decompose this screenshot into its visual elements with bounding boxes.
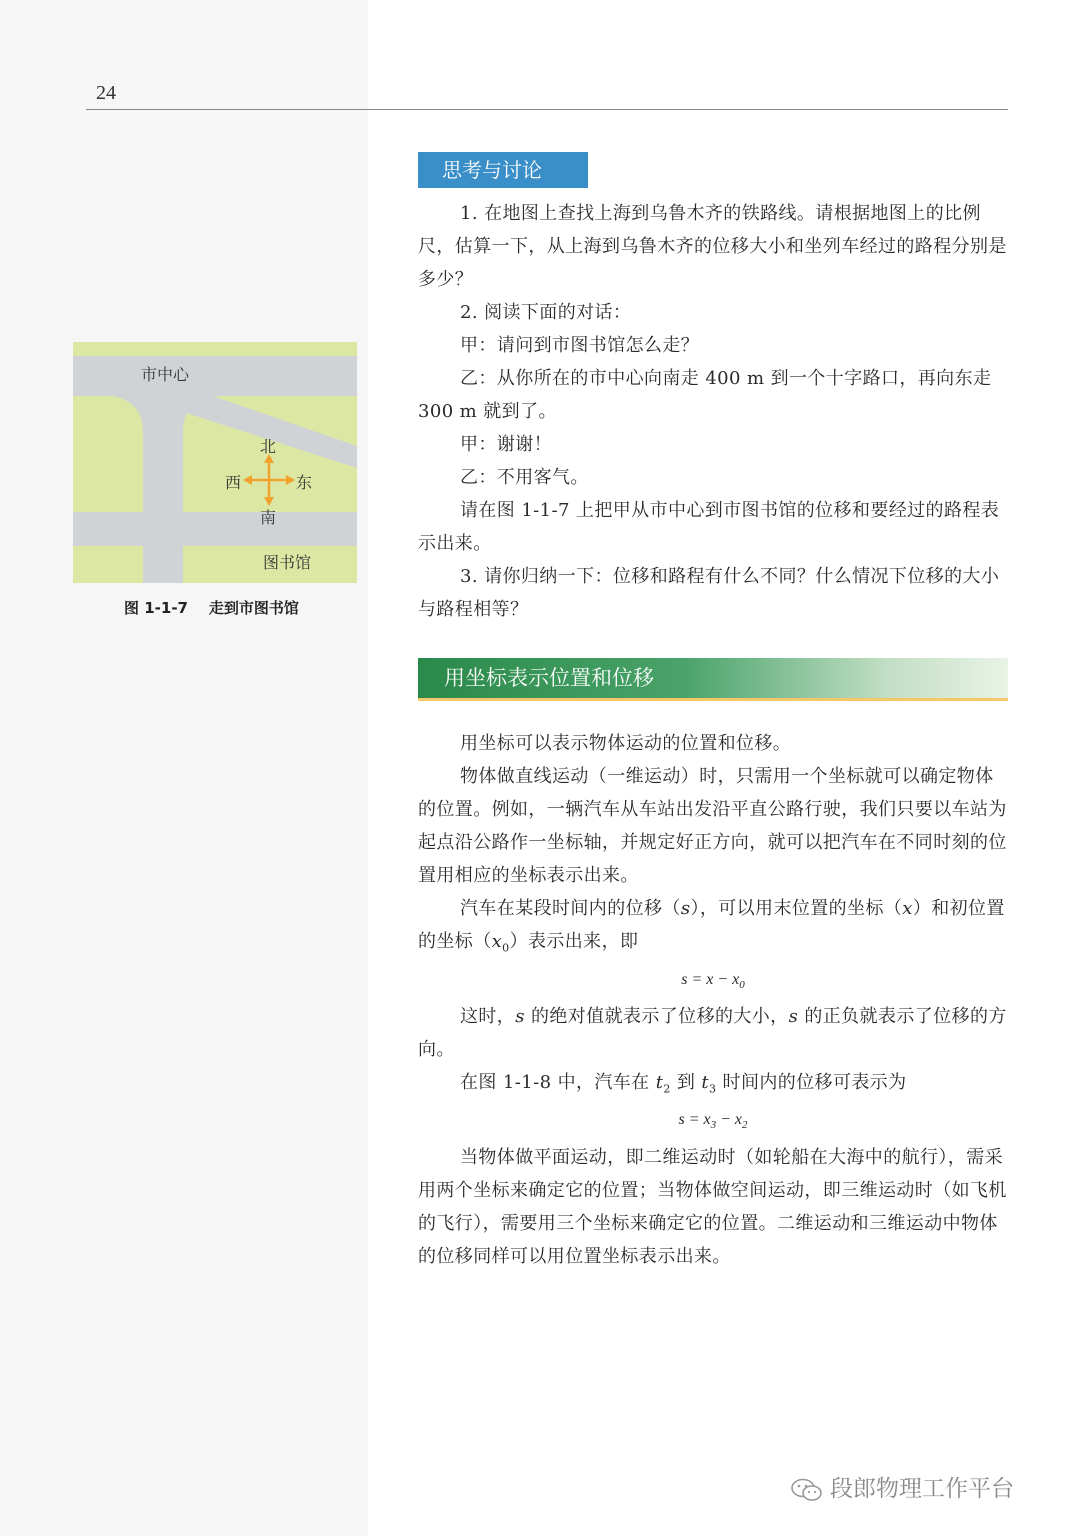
section-heading-underline — [418, 698, 1008, 701]
question-3: 3. 请你归纳一下：位移和路程有什么不同？什么情况下位移的大小与路程相等？ — [418, 566, 1000, 620]
paragraph: 当物体做平面运动，即二维运动时（如轮船在大海中的航行），需采用两个坐标来确定它的位置；当物体做空间运动，即三维运动时（如飞机的飞行），需要用三个坐标来确定它的位置。二维运动和三维运动中物体的位移同样可以用位置坐标表示出来。 — [418, 1146, 1007, 1267]
dialog-line: 甲：请问到市图书馆怎么走？ — [460, 335, 700, 356]
top-road — [73, 356, 357, 396]
paragraph: 物体做直线运动（一维运动）时，只需用一个坐标就可以确定物体的位置。例如，一辆汽车从车站出发沿平直公路行驶，我们只要以车站为起点沿公路作一坐标轴，并规定好正方向，就可以把汽车在不同时刻的位置用相应的坐标表示出来。 — [418, 766, 1007, 886]
paragraph: 用坐标可以表示物体运动的位置和位移。 — [460, 733, 792, 754]
watermark — [790, 1470, 1014, 1503]
dialog-line: 乙：不用客气。 — [460, 467, 589, 488]
figure-number: 图 1-1-7 — [124, 599, 188, 617]
wechat-icon — [790, 1478, 824, 1502]
question-1: 1. 在地图上查找上海到乌鲁木齐的铁路线。请根据地图上的比例尺，估算一下，从上海到乌鲁木齐的位移大小和坐列车经过的路程分别是多少？ — [418, 203, 1007, 290]
discussion-heading: 思考与讨论 — [418, 152, 588, 188]
south-label: 南 — [260, 508, 277, 527]
city-center-label: 市中心 — [141, 365, 190, 384]
margin-column — [0, 0, 368, 1536]
discussion-body — [418, 197, 1008, 626]
city-map-figure — [73, 342, 357, 583]
library-label: 图书馆 — [263, 553, 312, 572]
paragraph: 在图 1-1-8 中，汽车在 $t_2$ 到 $t_3$ 时间内的位移可表示为 — [460, 1071, 907, 1096]
section-heading: 用坐标表示位置和位移 — [418, 658, 1008, 698]
dialog-line: 乙：从你所在的市中心向南走 400 m 到一个十字路口，再向东走 300 m 就到了。 — [418, 368, 992, 422]
north-label: 北 — [260, 437, 277, 456]
question-2-task: 请在图 1-1-7 上把甲从市中心到市图书馆的位移和要经过的路程表示出来。 — [418, 500, 1000, 554]
vertical-road — [143, 356, 183, 583]
equation-displacement: $s = x - x_0$ — [681, 970, 745, 991]
west-label: 西 — [225, 473, 242, 492]
paragraph: 这时，s 的绝对值就表示了位移的大小，s 的正负就表示了位移的方向。 — [418, 1005, 1007, 1060]
equation-displacement-t2-t3: $s = x_3 - x_2$ — [678, 1111, 748, 1132]
figure-caption — [124, 597, 299, 618]
header-rule — [86, 109, 1008, 110]
east-label: 东 — [296, 473, 313, 492]
watermark-text: 段郎物理工作平台 — [830, 1476, 1014, 1502]
section-body — [418, 727, 1008, 1273]
dialog-line: 甲：谢谢！ — [460, 434, 552, 455]
bottom-road — [73, 512, 357, 546]
page-number: 24 — [96, 82, 116, 104]
question-2: 2. 阅读下面的对话： — [460, 302, 632, 323]
figure-title: 走到市图书馆 — [208, 599, 299, 617]
paragraph: 汽车在某段时间内的位移（s），可以用末位置的坐标（x）和初位置的坐标$(x_0)$表示出来，即 — [418, 898, 1005, 955]
map-drawing — [73, 342, 357, 583]
